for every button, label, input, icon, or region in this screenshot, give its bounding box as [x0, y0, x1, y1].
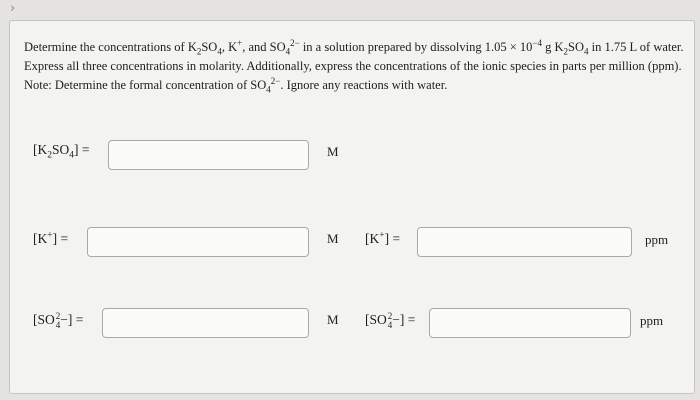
so4-molarity-input[interactable] — [102, 308, 309, 338]
k-ppm-label: [K+] = — [365, 230, 401, 246]
problem-statement: Determine the concentrations of $K_2SO_4$, K+, and $SO_4^{2-}$ in a solution prepared by dissolving $1.05 \times 10^{-4}$ g $K_2SO_4$ in 1.75 L of water. Express all three concentrations in molarity. Additionally, express the concentrations of the ionic species in parts per million (ppm). Note: Determine the formal concentration of $SO_4^{2-}$. Ignore any reactions with water. — [24, 37, 684, 95]
k-molarity-unit-label: M — [327, 231, 339, 246]
so4-ppm-label: [SO2 4−] = — [365, 311, 416, 330]
back-chevron-icon[interactable]: › — [10, 1, 16, 16]
k-ppm-unit-label: ppm — [645, 232, 669, 247]
k2so4-molarity-input[interactable] — [108, 140, 309, 170]
question-card — [9, 20, 695, 394]
k2so4-unit-label: M — [327, 144, 339, 159]
so4-ppm-input[interactable] — [429, 308, 631, 338]
k2so4-label: $[K_2SO_4]$ = — [33, 142, 90, 161]
k-ppm-input[interactable] — [417, 227, 632, 257]
so4-molarity-unit-label: M — [327, 312, 339, 327]
so4-molarity-label: [SO2 4−] = — [33, 311, 84, 330]
k-molarity-label: [K+] = — [33, 230, 69, 246]
k-molarity-input[interactable] — [87, 227, 309, 257]
so4-ppm-unit-label: ppm — [640, 313, 664, 328]
